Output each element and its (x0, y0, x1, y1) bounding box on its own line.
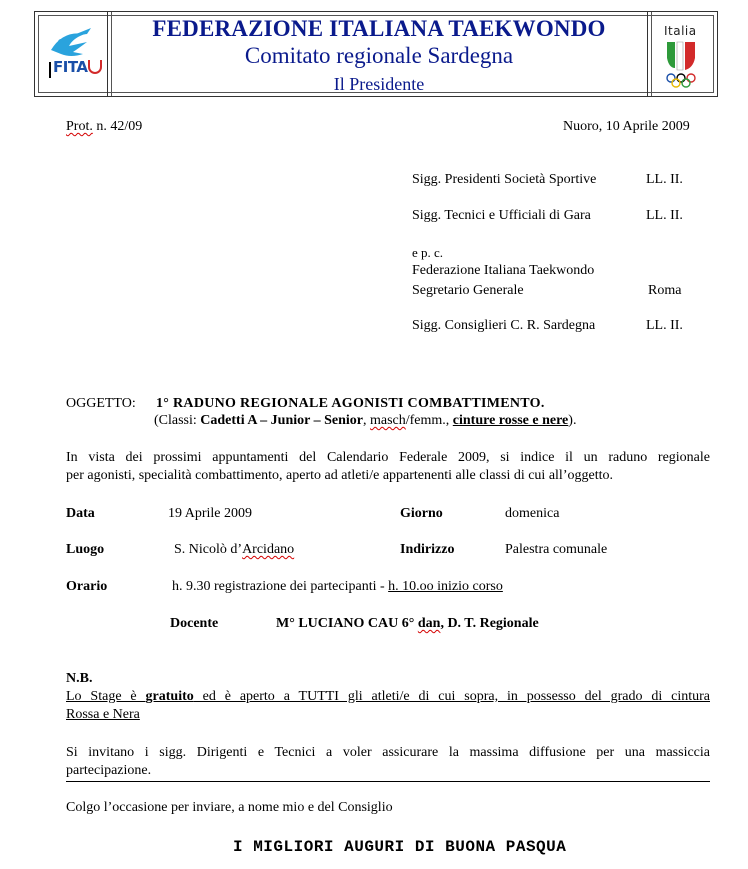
recipient-1: Sigg. Presidenti Società Sportive (412, 172, 597, 187)
president-title: Il Presidente (333, 74, 425, 94)
invite-line-2: partecipazione. (66, 763, 152, 778)
closing-line: Colgo l’occasione per inviare, a nome mio e del Consiglio (66, 800, 393, 815)
intro-line-2: per agonisti, specialità combattimento, aperto ad atleti/e appartenenti alle classi di cui all’oggetto. (66, 468, 613, 483)
protocol-number: Prot. n. 42/09 (66, 119, 143, 134)
committee-title: Comitato regionale Sardegna (244, 43, 514, 68)
italia-olympic-logo (655, 18, 713, 92)
giorno-value: domenica (505, 506, 560, 521)
luogo-value: S. Nicolò d’Arcidano (174, 542, 295, 557)
subject-classes: (Classi: Cadetti A – Junior – Senior, masch/femm., cinture rosse e nere). (154, 413, 577, 428)
docente-label: Docente (170, 616, 219, 631)
data-label: Data (66, 506, 95, 521)
nb-line-2: Rossa e Nera (66, 707, 140, 722)
indirizzo-label: Indirizzo (400, 542, 455, 557)
nb-label: N.B. (66, 671, 93, 686)
epc-label: e p. c. (412, 245, 444, 260)
recipient-2-note: LL. II. (646, 208, 683, 223)
recipient-3: Sigg. Consiglieri C. R. Sardegna (412, 318, 596, 333)
intro-line-1: In vista dei prossimi appuntamenti del Calendario Federale 2009, si indice il un raduno regionale (66, 450, 710, 465)
subject-title: 1° RADUNO REGIONALE AGONISTI COMBATTIMENTO. (156, 396, 545, 411)
divider-line (66, 781, 710, 782)
epc-line2: Segretario Generale (412, 283, 524, 298)
invite-line-1: Si invitano i sigg. Dirigenti e Tecnici a voler assicurare la massima diffusione per una massiccia (66, 745, 710, 760)
recipient-3-note: LL. II. (646, 318, 683, 333)
orario-value: h. 9.30 registrazione dei partecipanti - h. 10.oo inizio corso (172, 579, 503, 594)
federation-title: FEDERAZIONE ITALIANA TAEKWONDO (152, 16, 606, 41)
docente-value: M° LUCIANO CAU 6° dan, D. T. Regionale (276, 616, 539, 631)
easter-wishes: I MIGLIORI AUGURI DI BUONA PASQUA (233, 838, 567, 856)
recipient-1-note: LL. II. (646, 172, 683, 187)
recipient-2: Sigg. Tecnici e Ufficiali di Gara (412, 208, 591, 223)
data-value: 19 Aprile 2009 (168, 506, 252, 521)
fita-logo-text: FITA (53, 58, 88, 76)
place-date: Nuoro, 10 Aprile 2009 (563, 119, 690, 134)
fita-logo (43, 24, 107, 84)
nb-line-1: Lo Stage è gratuito ed è aperto a TUTTI gli atleti/e di cui sopra, in possesso del grado di cintura (66, 689, 710, 704)
giorno-label: Giorno (400, 506, 443, 521)
subject-label: OGGETTO: (66, 396, 136, 411)
indirizzo-value: Palestra comunale (505, 542, 608, 557)
italia-logo-text: Italia (664, 24, 697, 38)
epc-line1: Federazione Italiana Taekwondo (412, 263, 595, 278)
luogo-label: Luogo (66, 542, 105, 557)
letterhead (34, 11, 718, 97)
orario-label: Orario (66, 579, 108, 594)
epc-city: Roma (648, 283, 682, 298)
